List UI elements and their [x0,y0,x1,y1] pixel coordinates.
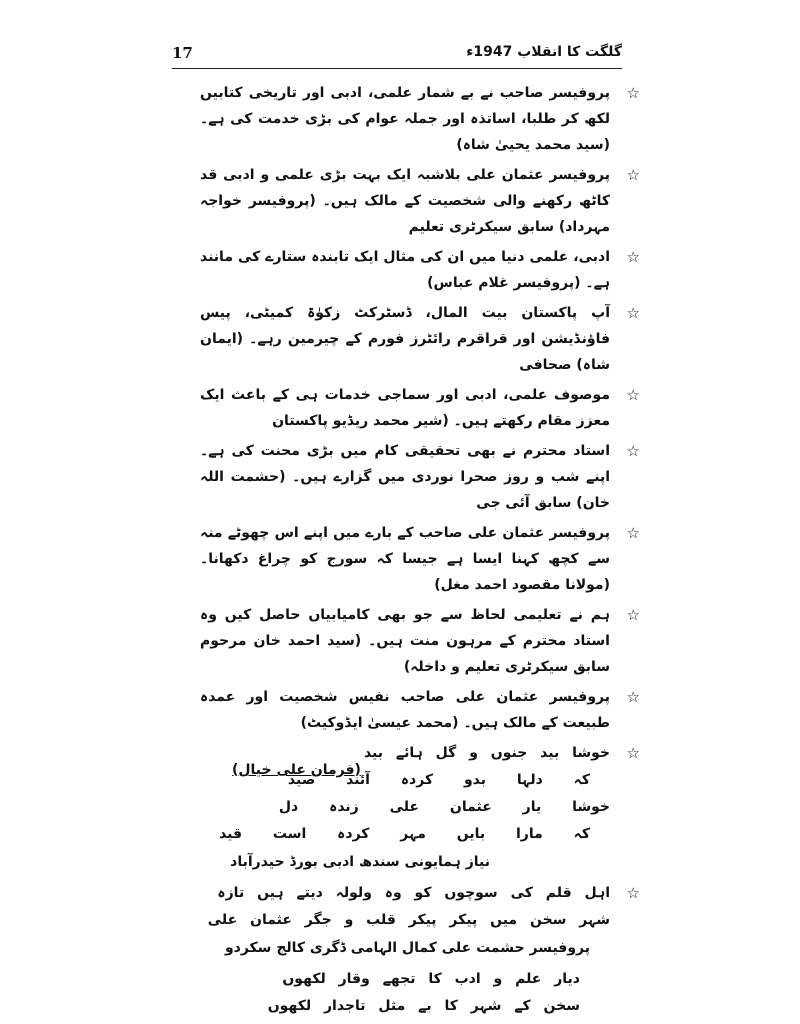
persian-verse-entry [200,740,640,876]
star-bullet-icon: ☆ [626,744,640,762]
quote-entry [200,382,640,434]
star-bullet-icon: ☆ [626,166,640,184]
quote-entry [200,80,640,158]
star-bullet-icon: ☆ [626,524,640,542]
quote-entry [200,162,640,240]
quote-text: استاد محترم نے بھی تحقیقی کام میں بڑی محنت کی ہے۔ اپنے شب و روز صحرا نوردی میں گزارے ہیں۔ (حشمت اللہ خان) سابق آئی جی [200,443,610,511]
verse-line: اہل قلم کی سوچوں کو وہ ولولہ دیتے ہیں تازہ [217,885,610,901]
page-number: 17 [172,44,193,62]
verse-line: دیار علم و ادب کا تجھے وقار لکھوں [282,971,580,987]
quote-entry [200,520,640,598]
running-title: گلگت کا انقلاب 1947ء [466,44,622,60]
quote-text: آپ پاکستان بیت المال، ڈسٹرکٹ زکوٰۃ کمیٹی، پیس فاؤنڈیشن اور قراقرم رائٹرز فورم کے چیرمین رہے۔ (ایمان شاہ) صحافی [200,305,610,373]
urdu-verse-entry [200,880,640,962]
quote-text: پروفیسر عثمان علی صاحب کے بارے میں اپنے اس چھوٹے منہ سے کچھ کہنا ایسا ہے جیسا کہ سورج کو چراغ دکھانا۔ (مولانا مقصود احمد مغل) [200,525,610,593]
verse-line: خوشا یار عثمان علی زندہ دل [278,799,610,815]
quote-text: ہم نے تعلیمی لحاظ سے جو بھی کامیابیاں حاصل کیں وہ استاد محترم کے مرہون منت ہیں۔ (سید احمد خان مرحوم سابق سیکرٹری تعلیم و داخلہ) [200,607,610,675]
quote-text: ادبی، علمی دنیا میں ان کی مثال ایک تابندہ ستارے کی مانند ہے۔ (پروفیسر غلام عباس) [200,249,610,291]
star-bullet-icon: ☆ [626,304,640,322]
quote-entry [200,438,640,516]
quote-text: پروفیسر عثمان علی بلاشبہ ایک بہت بڑی علمی و ادبی قد کاٹھ رکھنے والی شخصیت کے مالک ہیں۔ (پروفیسر خواجہ مہرداد) سابق سیکرٹری تعلیم [200,167,610,235]
star-bullet-icon: ☆ [626,386,640,404]
persian-verse [200,740,610,848]
quote-entry [200,684,640,736]
quote-entry [200,602,640,680]
star-bullet-icon: ☆ [626,248,640,266]
urdu-verse-2 [200,966,640,1020]
quote-entry [200,300,640,378]
poet-credit: (فرمان علی خیال) [232,762,361,778]
poet-credit: پروفیسر حشمت علی کمال الہامی ڈگری کالج سکردو [224,940,590,956]
star-bullet-icon: ☆ [626,688,640,706]
verse-line: کہ دلہا بدو کردہ آئند صید [287,772,590,788]
verse-line: خوشا بید جنوں و گل ہائے بید [363,745,610,761]
star-bullet-icon: ☆ [626,606,640,624]
quotes-list [200,80,640,1024]
quote-text: موصوف علمی، ادبی اور سماجی خدمات ہی کے باعث ایک معزز مقام رکھتے ہیں۔ (شیر محمد ریڈیو پاکستان [200,387,610,429]
page-header [172,44,622,70]
verse-line: کہ مارا بایں مہر کردہ است قید [219,826,590,842]
quote-entry [200,244,640,296]
header-rule [172,68,622,69]
urdu-verse [200,880,610,934]
star-bullet-icon: ☆ [626,442,640,460]
star-bullet-icon: ☆ [626,884,640,902]
verse-line: شہر سخن میں پیکر پیکر قلب و جگر عثمان علی [207,912,610,928]
verse-line: سخن کے شہر کا بے مثل تاجدار لکھوں [267,998,580,1014]
quote-text: پروفیسر صاحب نے بے شمار علمی، ادبی اور تاریخی کتابیں لکھ کر طلبا، اساتذہ اور جملہ عوام کی بڑی خدمت کی ہے۔ (سید محمد یحییٰ شاہ) [200,85,610,153]
quote-text: پروفیسر عثمان علی صاحب نفیس شخصیت اور عمدہ طبیعت کے مالک ہیں۔ (محمد عیسیٰ ایڈوکیٹ) [200,689,610,731]
star-bullet-icon: ☆ [626,84,640,102]
poet-credit: نیاز ہمایونی سندھ ادبی بورڈ حیدرآباد [230,854,490,870]
